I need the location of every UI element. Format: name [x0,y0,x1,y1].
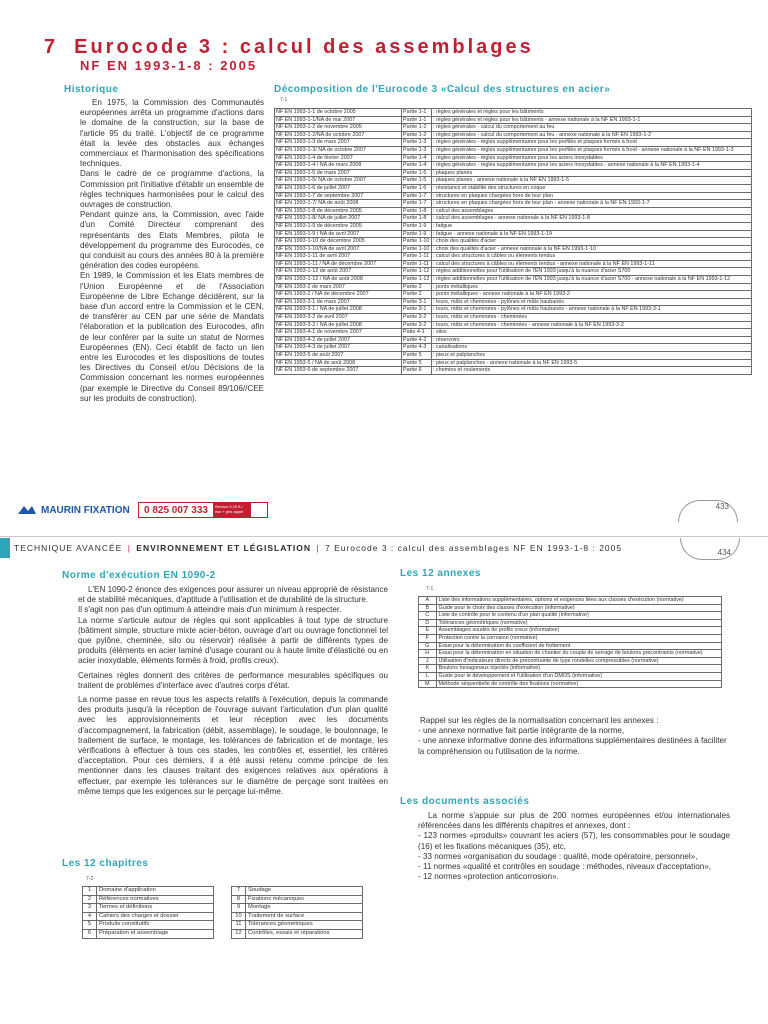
norm-part-cell: Partie 1-2 [402,131,432,139]
norm-part-cell: Partie 1-4 [402,154,432,162]
chapter-number-cell: 6 [83,929,97,938]
norm-description-cell: : calcul des structures à câbles ou éléments tendus [431,253,751,261]
chapter-number-cell: 8 [232,895,246,904]
annexe-title-cell: Liste de contrôle pour le contenu d'un plan qualité (informative) [436,612,722,620]
norm-description-cell: : règles générales - calcul du comportement au feu [431,124,751,132]
table-gap [214,929,232,938]
annexe-title-cell: Tolérances géométriques (normative) [436,619,722,627]
norm-reference-cell: NF EN 1993-1-1 de octobre 2005 [275,109,402,117]
decomposition-row [275,245,752,253]
norm-reference-cell: NF EN 1993-1-11 / NA de décembre 2007 [275,260,402,268]
chapter-number-cell: 4 [83,912,97,921]
norm-reference-cell: NF EN 1993-3-1 de mars 2007 [275,298,402,306]
annexes-table-ref: 7-1 [426,586,434,592]
chapter-label-cell: Montage [246,904,363,913]
annexe-row [419,612,722,620]
norm-part-cell: Partie 1-3 [402,146,432,154]
chapter-label-cell: Produits constitutifs [97,921,214,930]
annexe-row [419,634,722,642]
annexe-row [419,627,722,635]
norm-reference-cell: NF EN 1993-1-7 de septembre 2007 [275,192,402,200]
norm-reference-cell: NF EN 1993-1-3 de mars 2007 [275,139,402,147]
annexe-title-cell: Essai pour la détermination du coefficient de frottement [436,642,722,650]
decomposition-heading: Décomposition de l'Eurocode 3 «Calcul des structures en acier» [274,84,611,95]
norm-description-cell: : tours, mâts et cheminées - pylônes et mâts haubanés [431,298,751,306]
banner-right: 7 Eurocode 3 : calcul des assemblages NF EN 1993-1-8 : 2005 [324,543,623,553]
norm-part-cell: Partie 3-2 [402,314,432,322]
chapter-number-cell: 3 [83,904,97,913]
norm-reference-cell: NF EN 1993-1-4 / NA de mars 2008 [275,162,402,170]
annexe-title-cell: Essai pour la détermination en situation de chantier du couple de serrage de boulons précontraints (normative) [436,650,722,658]
chapter-number-cell: 11 [232,921,246,930]
annexe-row [419,619,722,627]
chapter-subtitle: NF EN 1993-1-8 : 2005 [80,58,258,73]
decomposition-row [275,154,752,162]
chapter-label-cell: Domaine d'application [97,887,214,896]
norm-description-cell: : règles générales - règles supplémentaires pour les profilés et plaques formés à froid [431,139,751,147]
norm-part-cell: Partie 1-11 [402,253,432,261]
norm-reference-cell: NF EN 1993-1-3/ NA de octobre 2007 [275,146,402,154]
norm-description-cell: : ponts métalliques - annexe nationale à la NF EN 1993-2 [431,291,751,299]
decomposition-row [275,268,752,276]
page-tab-top [678,500,738,522]
annexe-row [419,680,722,688]
norme-paragraph: Certaines règles donnent des critères de performance mesurables spécifiques ou traitent de problèmes d'interface avec d'autres corps d'état. [78,670,388,690]
banner: TECHNIQUE AVANCÉE | ENVIRONNEMENT ET LÉGISLATION | 7 Eurocode 3 : calcul des assemblages NF EN 1993-1-8 : 2005 [14,543,623,553]
annexe-letter-cell: D [419,619,437,627]
decomposition-row [275,253,752,261]
norm-reference-cell: NF EN 1993-1-6 de juillet 2007 [275,184,402,192]
chapter-number-cell: 9 [232,904,246,913]
norm-part-cell: Partie 3-1 [402,298,432,306]
annexe-letter-cell: C [419,612,437,620]
annexe-row [419,672,722,680]
decomposition-row [275,352,752,360]
chapter-title [44,36,534,59]
decomposition-row [275,169,752,177]
decomposition-row [275,321,752,329]
decomposition-row [275,329,752,337]
norm-reference-cell: NF EN 1993-6 de septembre 2007 [275,367,402,375]
norme-paragraph: L'EN 1090-2 énonce des exigences pour assurer un niveau approprié de résistance et de stabilité mécaniques, d'aptitude à l'utilisation et de durabilité de la structure. [78,585,388,605]
norm-description-cell: : plaques planes [431,169,751,177]
page-tab-bottom [680,538,740,560]
historique-paragraph: Dans le cadre de ce programme d'actions, la Commission prit l'initiative d'établir un ensemble de règles techniques harmonisées pour le calcul des ouvrages de construction. [80,169,264,210]
norm-reference-cell: NF EN 1993-1-9 / NA de avril 2007 [275,230,402,238]
norme-paragraph: La norme passe en revue tous les aspects relatifs à l'exécution, depuis la commande des produits jusqu'à la réception de l'ouvrage suivant l'articulation d'un plan qualité avec les approvisionnements et leur réception avec les documents d'accompagnement, la fabrication (débit, assemblage), le soudage, le boulonnage, le traitement de surface, le montage, les tolérances de fabrication et de montage, les vérifications à effectuer à tous ces stades, les contrôles et, essentiel, les critères d'acceptation. Pour ces derniers, il a été aussi retenu comme principe de les mentionner dans les clauses traitant des exigences relatives aux opérations à effectuer, par exemple les tolérances sur le diamètre de perçage sont traitées en même temps que les exigences sur le perçage lui-même. [78,695,388,796]
decomposition-row [275,314,752,322]
annexe-title-cell: Protection contre la corrosion (normative) [436,634,722,642]
decomposition-row [275,207,752,215]
decomposition-row [275,344,752,352]
decomposition-row [275,230,752,238]
norm-reference-cell: NF EN 1993-3-2 de avril 2007 [275,314,402,322]
norm-reference-cell: NF EN 1993-2 de mars 2007 [275,283,402,291]
norm-reference-cell: NF EN 1993-1-12 de août 2007 [275,268,402,276]
norm-part-cell: Partie 1-5 [402,177,432,185]
phone-number: 0 825 007 333 [144,504,208,516]
table-gap [214,912,232,921]
decomposition-row [275,238,752,246]
norm-part-cell: Partie 6 [402,367,432,375]
phone-service-note: Service 0,15 € / min + prix appel [213,503,251,517]
decomposition-row [275,222,752,230]
norm-part-cell: Partie 1-9 [402,230,432,238]
norm-part-cell: Partie 1-1 [402,116,432,124]
norm-part-cell: Partie 1-10 [402,245,432,253]
norm-reference-cell: NF EN 1993-2 / NA de décembre 2007 [275,291,402,299]
decomposition-row [275,359,752,367]
norm-description-cell: : pieux et palplanches [431,352,751,360]
documents-bullet: - 12 normes «protection anticorrosion». [418,872,559,882]
norm-description-cell: : calcul des assemblages [431,207,751,215]
norm-description-cell: : réservoirs [431,336,751,344]
norm-part-cell: Partie 1-3 [402,139,432,147]
decomposition-row [275,124,752,132]
norm-part-cell: Partie 1-11 [402,260,432,268]
norm-description-cell: : règles générales - calcul du comportement au feu - annexe nationale à la NF EN 1993-1-2 [431,131,751,139]
norme-paragraph: La norme s'articule autour de règles qui sont applicables à tout type de structure (bâtiment simple, structure mixte acier-béton, ouvrage d'art ou ouvrage fonctionnel tel que pylône, cheminée, silo ou réservoir) réalisée à partir de différents types de produits (éléments en acier laminé d'usage courant ou à haute limite d'élasticité ou en acier inoxydable, éléments formés à froid, profils creux). [78,615,388,666]
norm-reference-cell: NF EN 1993-5 / NA de août 2008 [275,359,402,367]
annexe-letter-cell: G [419,642,437,650]
norm-description-cell: : choix des qualités d'acier - annexe nationale à la NF EN 1993-1-10 [431,245,751,253]
chapter-label-cell: Contrôles, essais et réparations [246,929,363,938]
decomposition-row [275,116,752,124]
norme-body [78,585,388,797]
decomposition-row [275,276,752,284]
norm-reference-cell: NF EN 1993-1-7/ NA de août 2008 [275,200,402,208]
decomposition-row [275,162,752,170]
chapitres-heading: Les 12 chapitres [62,858,149,869]
annexe-letter-cell: L [419,672,437,680]
norm-reference-cell: NF EN 1993-1-8/ NA de juillet 2007 [275,215,402,223]
historique-paragraph: En 1975, la Commission des Communautés européennes arrêta un programme d'actions dans le domaine de la construction, sur la base de l'article 95 du traité. L'objectif de ce programme était la levée des obstacles aux échanges commerciaux et l'harmonisation des spécifications techniques. [80,98,264,169]
norm-description-cell: : tours, mâts et cheminées - pylônes et mâts haubanés - annexe nationale à la NF EN 1993-3-1 [431,306,751,314]
phone-badge [138,502,268,518]
norm-part-cell: Partie 1-12 [402,276,432,284]
norm-description-cell: : structures en plaques chargées hors de leur plan - annexe nationale à la NF EN 1993-1-7 [431,200,751,208]
norm-reference-cell: NF EN 1993-1-8 de décembre 2005 [275,207,402,215]
norm-description-cell: : règles générales - règles supplémentaires pour les aciers inoxydables - annexe nationale à la NF EN 1993-1-4 [431,162,751,170]
norm-part-cell: Partie 3-1 [402,306,432,314]
chapitres-table-ref: 7-2 [86,876,94,882]
norm-part-cell: Patie 4-1 [402,329,432,337]
chapter-number: 7 [44,36,59,58]
norme-heading: Norme d'exécution EN 1090-2 [62,570,216,581]
norm-description-cell: : règles générales et règles pour les bâtiments [431,109,751,117]
decomposition-row [275,306,752,314]
decomposition-row [275,260,752,268]
brand-logo [16,503,132,517]
norm-description-cell: : plaques planes - annexe nationale à la NF EN 1993-1-5 [431,177,751,185]
norm-reference-cell: NF EN 1993-1-5/ NA de octobre 2007 [275,177,402,185]
chapter-number-cell: 5 [83,921,97,930]
decomposition-row [275,177,752,185]
norm-part-cell: Partie 1-6 [402,184,432,192]
annexe-letter-cell: E [419,627,437,635]
decomposition-row [275,291,752,299]
chapitre-row [83,904,363,913]
norm-part-cell: Partie 1-10 [402,238,432,246]
annexe-title-cell: Méthode séquentielle de contrôle des fixations (normative) [436,680,722,688]
decomposition-table [274,108,752,375]
norm-part-cell: Partie 1-7 [402,200,432,208]
chapter-number-cell: 1 [83,887,97,896]
documents-heading: Les documents associés [400,796,530,807]
norm-description-cell: : calcul des assemblages - annexe nationale à la NF EN 1993-1-8 [431,215,751,223]
norm-description-cell: : règles générales et règles pour les bâtiments - annexe nationale à la NF EN 1993-1-1 [431,116,751,124]
norm-description-cell: : fatigue - annexe nationale à la NF EN 1993-1-19 [431,230,751,238]
annexe-letter-cell: F [419,634,437,642]
decomposition-row [275,109,752,117]
chapitre-row [83,921,363,930]
table-gap [214,904,232,913]
chapitre-row [83,929,363,938]
decomposition-row [275,131,752,139]
norm-reference-cell: NF EN 1993-1-12 / NA de août 2008 [275,276,402,284]
norm-part-cell: Partie 4-3 [402,344,432,352]
norm-part-cell: Partie 1-4 [402,162,432,170]
documents-bullets [418,831,730,882]
chapter-label-cell: Fixations mécaniques [246,895,363,904]
annexes-bullet: - une annexe informative donne des informations supplémentaires destinées à faciliter la compréhension ou l'utilisation de la norme. [418,736,727,756]
annexe-letter-cell: M [419,680,437,688]
norm-description-cell: : règles additionnelles pour l'utilisation de l'EN 1993 jusqu'à la nuance d'acier S700 - annexe nationale à la NF EN 1993-1-12 [431,276,751,284]
annexes-notes [418,716,728,757]
norm-part-cell: Partie 5 [402,359,432,367]
page-number-bottom: 434 [717,548,731,557]
norm-reference-cell: NF EN 1993-1-9 de décembre 2005 [275,222,402,230]
annexes-heading: Les 12 annexes [400,568,481,579]
table-gap [214,895,232,904]
chapter-number-cell: 7 [232,887,246,896]
annexe-row [419,650,722,658]
table-gap [214,921,232,930]
documents-bullet: - 33 normes «organisation du soudage : qualité, mode opératoire, personnel», [418,851,698,861]
annexe-row [419,642,722,650]
decomposition-row [275,298,752,306]
norm-description-cell: : tours, mâts et cheminées - cheminées [431,314,751,322]
norm-part-cell: Partie 2 [402,291,432,299]
annexe-row [419,665,722,673]
decomposition-row [275,192,752,200]
norm-part-cell: Partie 1-12 [402,268,432,276]
banner-left: TECHNIQUE AVANCÉE [14,543,123,553]
chapter-number-cell: 12 [232,929,246,938]
norm-description-cell: : fatigue [431,222,751,230]
decomposition-row [275,200,752,208]
norm-description-cell: : chemins et roulements [431,367,751,375]
norm-part-cell: Partie 1-9 [402,222,432,230]
norm-description-cell: : tours, mâts et cheminées - cheminées - annexe nationale à la NF EN 1993-3-2 [431,321,751,329]
annexe-row [419,604,722,612]
chapter-title-text: Eurocode 3 : calcul des assemblages [74,36,534,58]
chapter-number-cell: 10 [232,912,246,921]
decomposition-row [275,367,752,375]
decomposition-row [275,146,752,154]
norm-reference-cell: NF EN 1993-5 de août 2007 [275,352,402,360]
norm-reference-cell: NF EN 1993-4-2 de juillet 2007 [275,336,402,344]
chapter-label-cell: Soudage [246,887,363,896]
norm-reference-cell: NF EN 1993-4-3 de juillet 2007 [275,344,402,352]
norm-description-cell: : pieux et palplanches - annexe nationale à la NF EN 1993-5 [431,359,751,367]
norm-description-cell: : choix des qualités d'acier [431,238,751,246]
documents-body [418,811,730,882]
decomposition-row [275,336,752,344]
decomposition-row [275,215,752,223]
documents-intro: La norme s'appuie sur plus de 200 normes européennes et/ou internationales référencées dans les différents chapitres et annexes, dont : [418,811,730,831]
chapter-label-cell: Termes et définitions [97,904,214,913]
decomposition-table-wrap [274,108,754,498]
annexes-bullet: - une annexe normative fait partie intégrante de la norme, [418,726,625,736]
annexe-title-cell: Guide pour le choix des classes d'exécution (informative) [436,604,722,612]
annexe-row [419,657,722,665]
documents-bullet: - 11 normes «qualité et contrôles en soudage : méthodes, niveaux d'acceptation», [418,862,711,872]
historique-paragraph: En 1989, le Commission et les Etats membres de l'Union Européenne et de l'Association Européenne de Libre Echange décidèrent, sur la base d'un accord entre la Commission et le CEN, de transférer au CEN par une série de Mandats l'élaboration et la publication des Eurocodes, afin de leur conférer par la suite un statut de Normes Européennes (EN). Ceci établit de facto un lien entre les Eurocodes et les dispositions de toutes les Directives du Conseil et/ou Décisions de la Commission concernant les normes européennes (par exemple le Directive du Conseil 89/106//CEE sur les produits de construction). [80,271,264,403]
norm-reference-cell: NF EN 1993-1-4 de février 2007 [275,154,402,162]
norm-reference-cell: NF EN 1993-1-1/NA de mai 2007 [275,116,402,124]
norm-part-cell: Partie 4-2 [402,336,432,344]
annexe-letter-cell: J [419,657,437,665]
norm-part-cell: Partie 1-8 [402,215,432,223]
norm-reference-cell: NF EN 1993-1-10 de décembre 2005 [275,238,402,246]
banner-rule [0,536,768,537]
norm-description-cell: : structures en plaques chargées hors de leur plan [431,192,751,200]
norm-description-cell: : règles générales - règles supplémentaires pour les profilés et plaques formés à froid - annexe nationale à la NF EN 1993-1-3 [431,146,751,154]
annexe-letter-cell: B [419,604,437,612]
decomposition-row [275,184,752,192]
banner-accent-block [0,538,10,558]
chapitres-table [82,886,363,939]
documents-bullet: - 123 normes «produits» couvrant les aciers (57), les consommables pour le soudage (16) et les fixations mécaniques (35), etc, [418,831,730,851]
brand-mark-icon [16,504,38,516]
norm-description-cell: : résistance et stabilité des structures en coque [431,184,751,192]
decomposition-row [275,139,752,147]
annexes-table [418,596,722,688]
chapter-label-cell: Tolérances géométriques [246,921,363,930]
decomposition-row [275,283,752,291]
chapitre-row [83,895,363,904]
chapitre-row [83,887,363,896]
table-gap [214,887,232,896]
annexe-letter-cell: A [419,597,437,605]
annexe-title-cell: Guide pour le développement et l'utilisation d'un DMOS (informative) [436,672,722,680]
norm-reference-cell: NF EN 1993-1-10/NA de avril 2007 [275,245,402,253]
chapter-label-cell: Préparation et assemblage [97,929,214,938]
norme-paragraph: Il s'agit non pas d'un optimum à atteindre mais d'un minimum à respecter. [78,605,342,615]
chapter-label-cell: Références normatives [97,895,214,904]
norm-part-cell: Partie 1-2 [402,124,432,132]
norm-part-cell: Partie 3-2 [402,321,432,329]
annexe-title-cell: Boulons hexagonaux injectés (informative) [436,665,722,673]
norm-part-cell: Partie 1-5 [402,169,432,177]
chapter-label-cell: Traitement de surface [246,912,363,921]
norm-reference-cell: NF EN 1993-1-2/NA de octobre 2007 [275,131,402,139]
chapitre-row [83,912,363,921]
norm-reference-cell: NF EN 1993-4-1 de novembre 2007 [275,329,402,337]
norm-description-cell: : calcul des structures à câbles ou éléments tendus - annexe nationale à la NF EN 1993-1-11 [431,260,751,268]
norm-reference-cell: NF EN 1993-1-2 de novembre 2005 [275,124,402,132]
banner-middle: ENVIRONNEMENT ET LÉGISLATION [136,543,312,553]
brand-name: MAURIN FIXATION [41,504,130,516]
historique-paragraph: Pendant quinze ans, la Commission, avec l'aide d'un Comité Directeur comprenant des représentants des Etats Membres, pilota le développement du programme des Eurocodes, ce qui conduisit au cours des années 80 à la première génération des codes européens. [80,210,264,271]
norm-part-cell: Partie 2 [402,283,432,291]
annexe-title-cell: Liste des informations supplémentaires, options et exigences liées aux classes d'exécution (normative) [436,597,722,605]
annexes-intro: Rappel sur les règles de la normalisation concernant les annexes : [420,716,659,725]
norm-reference-cell: NF EN 1993-3-2 / NA de juillet 2008 [275,321,402,329]
chapter-label-cell: Cahiers des charges et dossier [97,912,214,921]
annexe-letter-cell: K [419,665,437,673]
annexe-title-cell: Utilisation d'indicateurs directs de précontrainte de type rondelles compressibles (normative) [436,657,722,665]
annexes-bullets [418,726,728,757]
norm-description-cell: : ponts métalliques [431,283,751,291]
annexe-row [419,597,722,605]
norm-part-cell: Partie 5 [402,352,432,360]
chapter-number-cell: 2 [83,895,97,904]
norm-description-cell: : silos [431,329,751,337]
norm-reference-cell: NF EN 1993-3-1 / NA de juillet 2008 [275,306,402,314]
annexe-letter-cell: H [419,650,437,658]
norm-part-cell: Partie 1-1 [402,109,432,117]
norm-part-cell: Partie 1-7 [402,192,432,200]
historique-heading: Historique [64,84,119,95]
norm-description-cell: : règles additionnelles pour l'utilisation de l'EN 1993 jusqu'à la nuance d'acier S700 [431,268,751,276]
annexe-title-cell: Assemblages soudés de profils creux (informative) [436,627,722,635]
page-number-top: 433 [715,502,729,511]
norm-description-cell: : règles générales - règles supplémentaires pour les aciers inoxydables [431,154,751,162]
decomposition-table-ref: 7-1 [280,97,288,103]
norm-part-cell: Partie 1-8 [402,207,432,215]
norm-description-cell: : canalisations [431,344,751,352]
norm-reference-cell: NF EN 1993-1-5 de mars 2007 [275,169,402,177]
norm-reference-cell: NF EN 1993-1-11 de avril 2007 [275,253,402,261]
historique-body [80,98,264,404]
